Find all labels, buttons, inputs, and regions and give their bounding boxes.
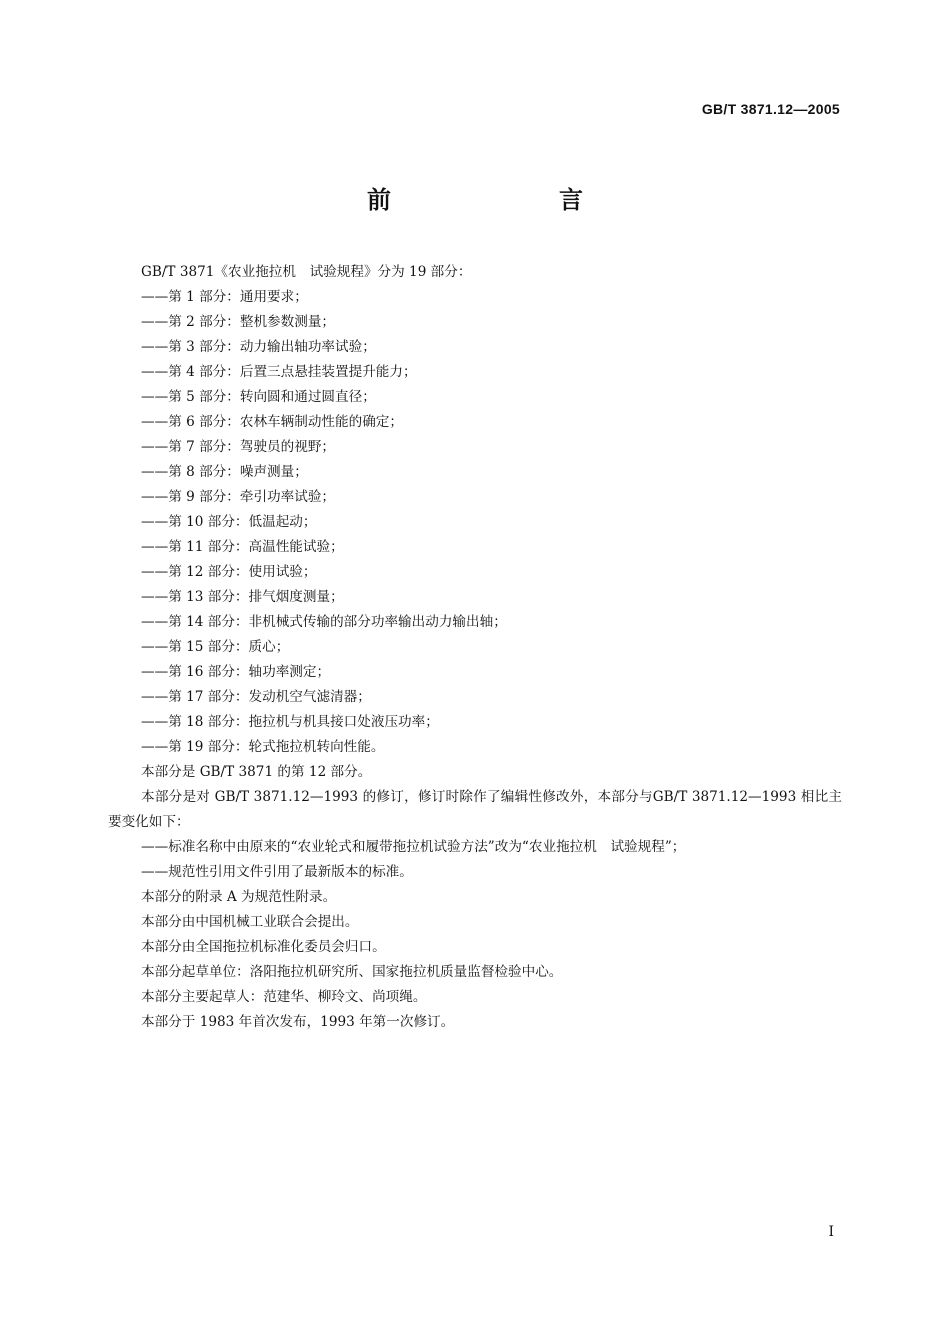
part-item: ——第 8 部分：噪声测量； (141, 464, 308, 480)
page-number: I (828, 1224, 834, 1240)
part-item: ——第 19 部分：轮式拖拉机转向性能。 (141, 739, 385, 755)
part-item: ——第 5 部分：转向圆和通过圆直径； (141, 389, 376, 405)
part-item: ——第 10 部分：低温起动； (141, 514, 317, 530)
part-item: ——第 13 部分：排气烟度测量； (141, 589, 344, 605)
revision-paragraph: 本部分是对 GB/T 3871.12—1993 的修订，修订时除作了编辑性修改外，本部分与GB/T 3871.12—1993 相比主要变化如下： (108, 789, 842, 830)
part-item: ——第 1 部分：通用要求； (141, 289, 308, 305)
change-item: ——规范性引用文件引用了最新版本的标准。 (141, 864, 413, 880)
part-item: ——第 4 部分：后置三点悬挂装置提升能力； (141, 364, 417, 380)
this-part-paragraph: 本部分是 GB/T 3871 的第 12 部分。 (141, 764, 372, 780)
part-item: ——第 6 部分：农林车辆制动性能的确定； (141, 414, 403, 430)
closing-paragraph: 本部分由全国拖拉机标准化委员会归口。 (141, 939, 386, 955)
part-item: ——第 7 部分：驾驶员的视野； (141, 439, 336, 455)
part-item: ——第 17 部分：发动机空气滤清器； (141, 689, 371, 705)
closing-paragraph: 本部分起草单位：洛阳拖拉机研究所、国家拖拉机质量监督检验中心。 (141, 964, 563, 980)
part-item: ——第 9 部分：牵引功率试验； (141, 489, 336, 505)
standard-code: GB/T 3871.12—2005 (701, 101, 840, 117)
closing-paragraph: 本部分主要起草人：范建华、柳玲文、尚项绳。 (141, 989, 427, 1005)
part-item: ——第 12 部分：使用试验； (141, 564, 317, 580)
intro-paragraph: GB/T 3871《农业拖拉机 试验规程》分为 19 部分： (141, 264, 472, 280)
closing-paragraph: 本部分于 1983 年首次发布，1993 年第一次修订。 (141, 1014, 455, 1030)
part-item: ——第 18 部分：拖拉机与机具接口处液压功率； (141, 714, 439, 730)
part-item: ——第 14 部分：非机械式传输的部分功率输出动力输出轴； (141, 614, 507, 630)
closing-paragraph: 本部分的附录 A 为规范性附录。 (141, 889, 337, 905)
part-item: ——第 16 部分：轴功率测定； (141, 664, 331, 680)
part-item: ——第 15 部分：质心； (141, 639, 290, 655)
page-title: 前 言 (367, 186, 623, 214)
part-item: ——第 11 部分：高温性能试验； (141, 539, 344, 555)
change-item: ——标准名称中由原来的“农业轮式和履带拖拉机试验方法”改为“农业拖拉机 试验规程”； (141, 839, 686, 855)
foreword-body (108, 260, 842, 1035)
part-item: ——第 3 部分：动力输出轴功率试验； (141, 339, 376, 355)
part-item: ——第 2 部分：整机参数测量； (141, 314, 336, 330)
closing-paragraph: 本部分由中国机械工业联合会提出。 (141, 914, 359, 930)
